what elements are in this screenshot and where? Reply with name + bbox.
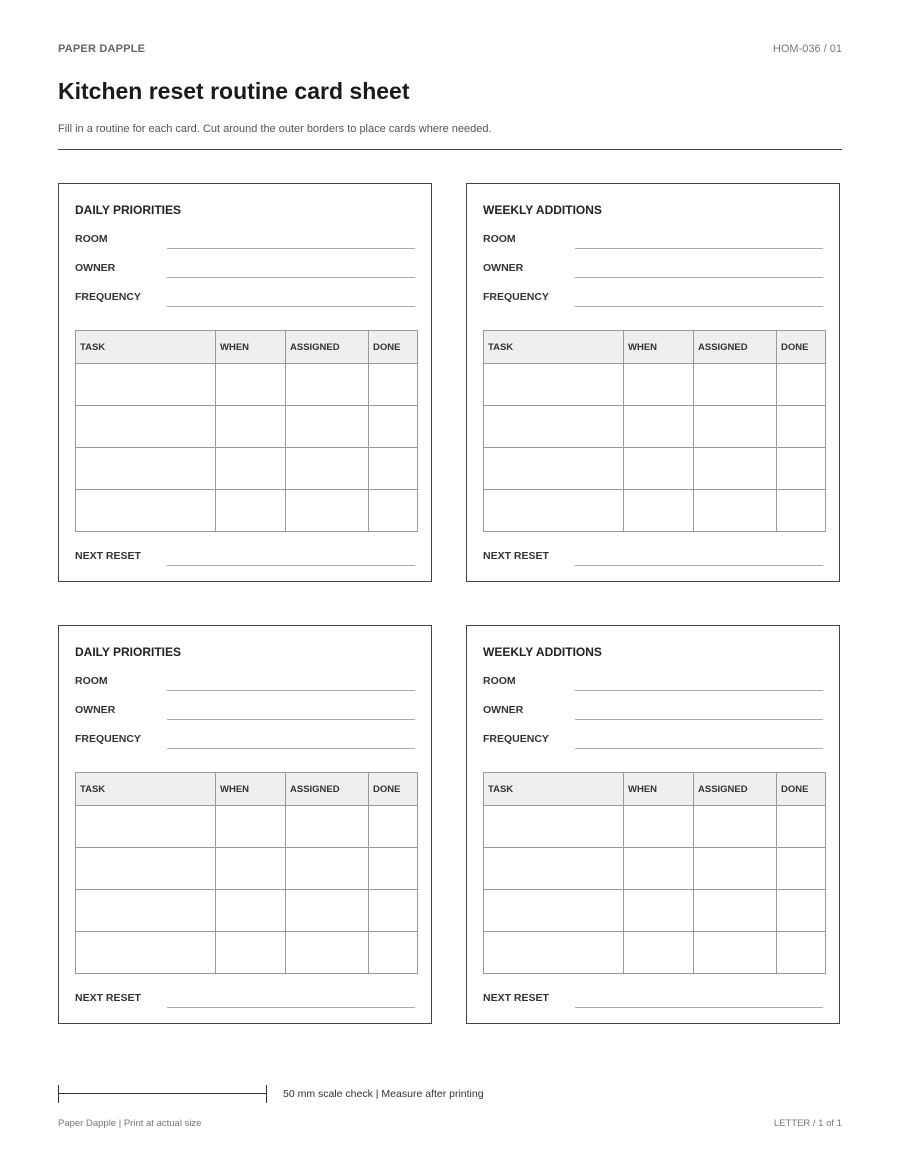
done-cell xyxy=(777,490,826,532)
scale-bar-right-tick xyxy=(266,1085,267,1103)
assigned-cell xyxy=(286,806,369,848)
table-row xyxy=(484,806,826,848)
done-cell xyxy=(369,448,418,490)
when-column-header: WHEN xyxy=(216,773,286,806)
done-cell xyxy=(777,448,826,490)
brand-name: PAPER DAPPLE xyxy=(58,43,146,55)
routine-card xyxy=(466,183,840,582)
table-row xyxy=(76,364,418,406)
room-field xyxy=(483,675,823,691)
page-count: LETTER / 1 of 1 xyxy=(773,1118,842,1129)
room-write-line xyxy=(575,248,823,249)
task-cell xyxy=(484,806,624,848)
table-row xyxy=(484,448,826,490)
assigned-cell xyxy=(286,932,369,974)
table-row xyxy=(484,848,826,890)
card-title: DAILY PRIORITIES xyxy=(75,203,182,217)
task-cell xyxy=(76,806,216,848)
done-cell xyxy=(777,806,826,848)
task-cell xyxy=(76,932,216,974)
table-row xyxy=(76,448,418,490)
frequency-label: FREQUENCY xyxy=(75,733,141,745)
when-cell xyxy=(216,448,286,490)
task-cell xyxy=(484,448,624,490)
task-cell xyxy=(484,490,624,532)
owner-field xyxy=(75,704,415,720)
page-title: Kitchen reset routine card sheet xyxy=(58,78,410,104)
room-write-line xyxy=(167,690,415,691)
done-column-header: DONE xyxy=(369,773,418,806)
owner-field xyxy=(483,262,823,278)
owner-label: OWNER xyxy=(75,704,116,716)
task-cell xyxy=(76,490,216,532)
routine-card xyxy=(466,625,840,1024)
frequency-write-line xyxy=(167,748,415,749)
owner-label: OWNER xyxy=(483,704,524,716)
scale-check-label: 50 mm scale check | Measure after printing xyxy=(283,1088,484,1100)
next-reset-label: NEXT RESET xyxy=(483,992,549,1004)
assigned-cell xyxy=(694,490,777,532)
task-table-header xyxy=(484,773,826,806)
scale-bar-line xyxy=(58,1093,267,1094)
done-cell xyxy=(777,932,826,974)
owner-field xyxy=(75,262,415,278)
room-label: ROOM xyxy=(483,675,516,687)
next-reset-field xyxy=(483,992,823,1008)
task-column-header: TASK xyxy=(484,773,624,806)
when-cell xyxy=(216,406,286,448)
task-table xyxy=(483,772,826,974)
owner-label: OWNER xyxy=(75,262,116,274)
assigned-cell xyxy=(286,364,369,406)
when-cell xyxy=(216,890,286,932)
done-cell xyxy=(777,364,826,406)
assigned-cell xyxy=(286,890,369,932)
page-instructions: Fill in a routine for each card. Cut around the outer borders to place cards where needed. xyxy=(58,123,492,135)
table-row xyxy=(484,364,826,406)
task-cell xyxy=(484,932,624,974)
assigned-cell xyxy=(694,448,777,490)
task-cell xyxy=(76,890,216,932)
task-cell xyxy=(76,364,216,406)
card-title: WEEKLY ADDITIONS xyxy=(483,645,602,659)
when-cell xyxy=(624,806,694,848)
assigned-cell xyxy=(694,890,777,932)
when-cell xyxy=(216,932,286,974)
next-reset-label: NEXT RESET xyxy=(483,550,549,562)
when-column-header: WHEN xyxy=(216,331,286,364)
owner-write-line xyxy=(575,277,823,278)
routine-card xyxy=(58,183,432,582)
page-header xyxy=(58,43,842,57)
table-row xyxy=(76,890,418,932)
task-column-header: TASK xyxy=(76,331,216,364)
table-row xyxy=(76,490,418,532)
task-table-header xyxy=(484,331,826,364)
done-cell xyxy=(369,364,418,406)
next-reset-write-line xyxy=(167,1007,415,1008)
next-reset-write-line xyxy=(575,1007,823,1008)
frequency-write-line xyxy=(575,748,823,749)
task-cell xyxy=(484,890,624,932)
table-row xyxy=(76,848,418,890)
assigned-cell xyxy=(694,848,777,890)
task-cell xyxy=(484,406,624,448)
owner-write-line xyxy=(167,277,415,278)
done-cell xyxy=(369,406,418,448)
assigned-cell xyxy=(694,806,777,848)
assigned-column-header: ASSIGNED xyxy=(286,773,369,806)
task-column-header: TASK xyxy=(76,773,216,806)
when-cell xyxy=(216,364,286,406)
done-cell xyxy=(777,890,826,932)
table-row xyxy=(76,806,418,848)
when-cell xyxy=(624,890,694,932)
done-cell xyxy=(777,848,826,890)
frequency-field xyxy=(75,733,415,749)
task-table-header xyxy=(76,773,418,806)
frequency-write-line xyxy=(167,306,415,307)
assigned-cell xyxy=(694,364,777,406)
owner-write-line xyxy=(167,719,415,720)
done-column-header: DONE xyxy=(777,773,826,806)
room-label: ROOM xyxy=(75,233,108,245)
when-cell xyxy=(216,806,286,848)
done-column-header: DONE xyxy=(777,331,826,364)
frequency-label: FREQUENCY xyxy=(483,291,549,303)
task-table xyxy=(483,330,826,532)
next-reset-field xyxy=(483,550,823,566)
when-cell xyxy=(624,932,694,974)
table-row xyxy=(484,406,826,448)
when-cell xyxy=(216,848,286,890)
when-column-header: WHEN xyxy=(624,331,694,364)
assigned-cell xyxy=(286,448,369,490)
room-label: ROOM xyxy=(75,675,108,687)
owner-field xyxy=(483,704,823,720)
room-field xyxy=(75,233,415,249)
assigned-cell xyxy=(286,848,369,890)
task-column-header: TASK xyxy=(484,331,624,364)
next-reset-field xyxy=(75,550,415,566)
task-cell xyxy=(76,848,216,890)
done-cell xyxy=(369,932,418,974)
task-table xyxy=(75,330,418,532)
room-write-line xyxy=(575,690,823,691)
assigned-cell xyxy=(286,406,369,448)
done-cell xyxy=(777,406,826,448)
document-id: HOM-036 / 01 xyxy=(772,43,842,55)
task-cell xyxy=(484,364,624,406)
frequency-field xyxy=(75,291,415,307)
assigned-column-header: ASSIGNED xyxy=(694,331,777,364)
when-cell xyxy=(624,448,694,490)
table-row xyxy=(76,406,418,448)
done-cell xyxy=(369,848,418,890)
frequency-label: FREQUENCY xyxy=(75,291,141,303)
assigned-column-header: ASSIGNED xyxy=(286,331,369,364)
card-title: DAILY PRIORITIES xyxy=(75,645,182,659)
frequency-field xyxy=(483,733,823,749)
when-cell xyxy=(624,364,694,406)
task-cell xyxy=(484,848,624,890)
task-cell xyxy=(76,406,216,448)
owner-label: OWNER xyxy=(483,262,524,274)
done-cell xyxy=(369,890,418,932)
done-cell xyxy=(369,490,418,532)
room-write-line xyxy=(167,248,415,249)
table-row xyxy=(76,932,418,974)
table-row xyxy=(484,490,826,532)
room-field xyxy=(483,233,823,249)
frequency-write-line xyxy=(575,306,823,307)
room-label: ROOM xyxy=(483,233,516,245)
footer-note: Paper Dapple | Print at actual size xyxy=(58,1118,202,1129)
table-row xyxy=(484,932,826,974)
when-cell xyxy=(624,848,694,890)
assigned-column-header: ASSIGNED xyxy=(694,773,777,806)
assigned-cell xyxy=(286,490,369,532)
assigned-cell xyxy=(694,932,777,974)
next-reset-label: NEXT RESET xyxy=(75,550,141,562)
routine-card xyxy=(58,625,432,1024)
next-reset-label: NEXT RESET xyxy=(75,992,141,1004)
owner-write-line xyxy=(575,719,823,720)
next-reset-write-line xyxy=(575,565,823,566)
task-table xyxy=(75,772,418,974)
scale-bar xyxy=(58,1085,267,1103)
when-cell xyxy=(624,406,694,448)
when-cell xyxy=(216,490,286,532)
next-reset-write-line xyxy=(167,565,415,566)
scale-bar-left-tick xyxy=(58,1085,59,1103)
assigned-cell xyxy=(694,406,777,448)
task-cell xyxy=(76,448,216,490)
header-divider xyxy=(58,149,842,150)
table-row xyxy=(484,890,826,932)
frequency-field xyxy=(483,291,823,307)
frequency-label: FREQUENCY xyxy=(483,733,549,745)
task-table-header xyxy=(76,331,418,364)
room-field xyxy=(75,675,415,691)
when-column-header: WHEN xyxy=(624,773,694,806)
done-cell xyxy=(369,806,418,848)
done-column-header: DONE xyxy=(369,331,418,364)
next-reset-field xyxy=(75,992,415,1008)
when-cell xyxy=(624,490,694,532)
card-title: WEEKLY ADDITIONS xyxy=(483,203,602,217)
